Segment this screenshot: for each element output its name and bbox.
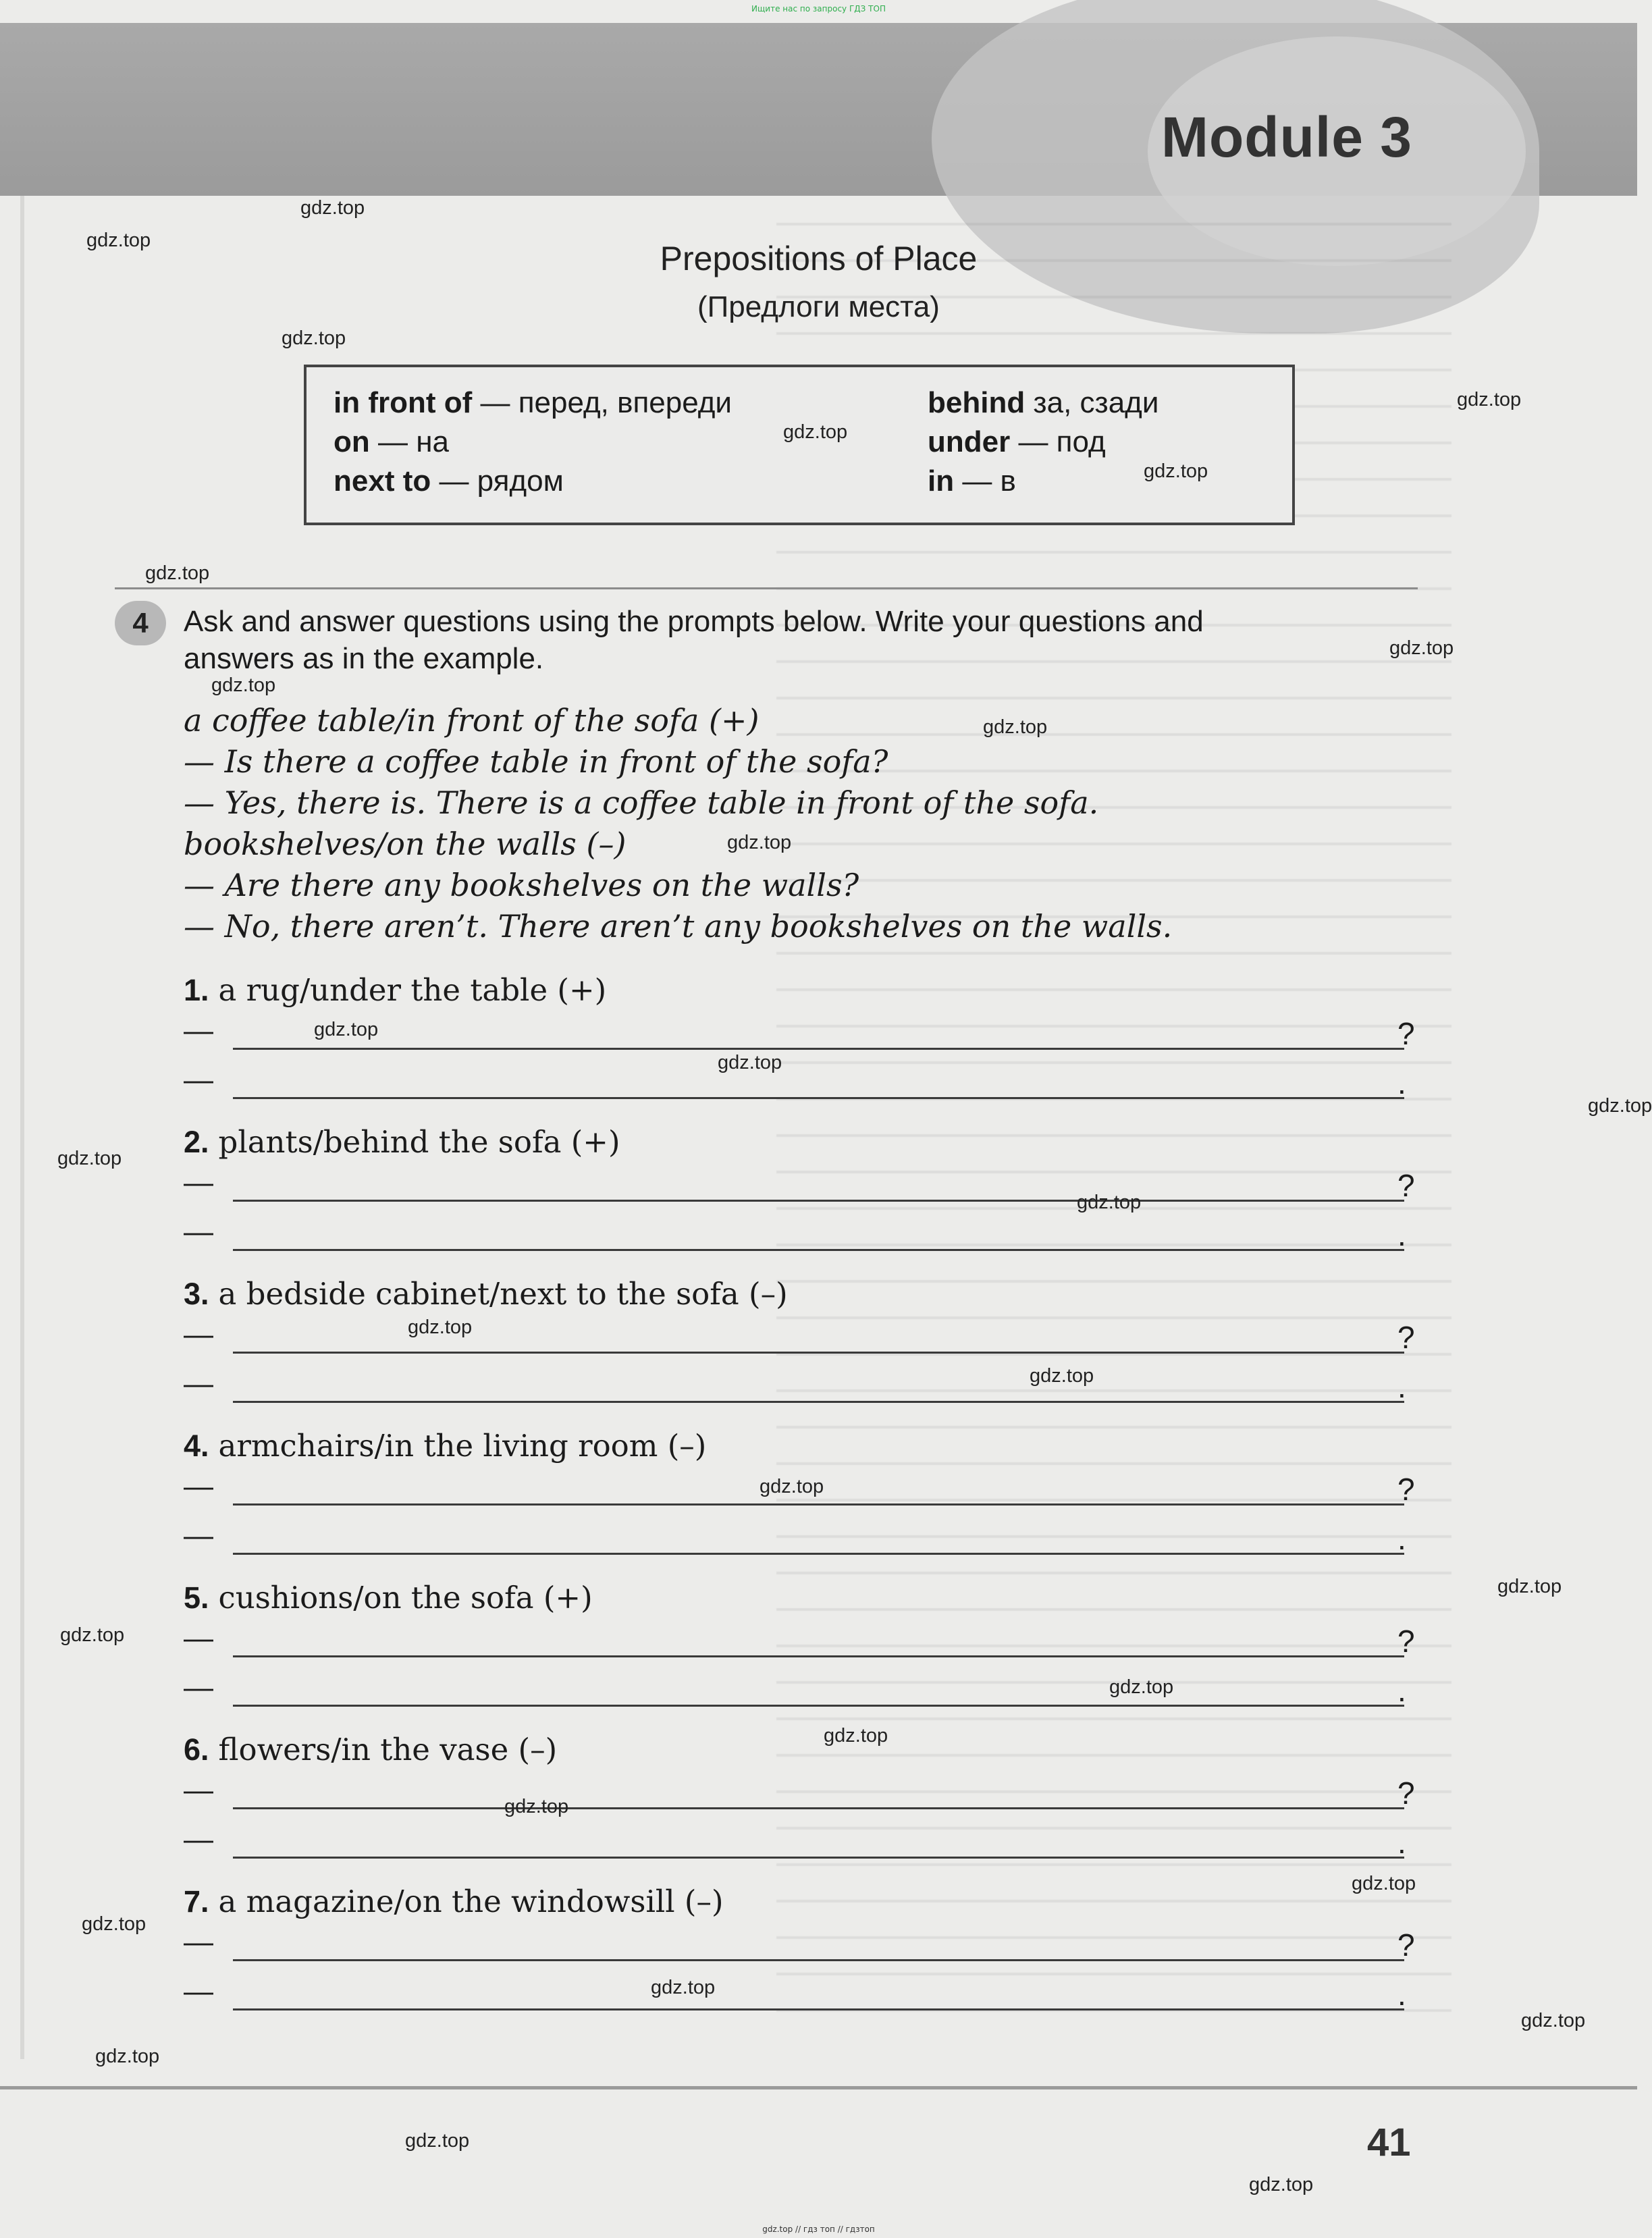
watermark: gdz.top [211,674,276,696]
watermark: gdz.top [82,1913,146,1935]
answer-dash: — [184,1215,213,1248]
watermark: gdz.top [718,1052,782,1073]
question-end-mark: ? [1397,1927,1415,1963]
item-text: a bedside cabinet/next to the sofa (–) [218,1276,788,1312]
answer-dash: — [184,1823,213,1856]
preposition-next-to: next to — рядом [334,464,564,498]
watermark: gdz.top [504,1796,569,1817]
exercise-instruction: answers as in the example. [184,642,544,675]
watermark: gdz.top [824,1725,888,1747]
watermark: gdz.top [983,716,1048,738]
page-edge [20,196,24,2059]
question-answer-line[interactable] [233,1807,1404,1809]
preposition-in: in — в [928,464,1016,498]
example-prompt: a coffee table/in front of the sofa (+) [184,702,760,739]
watermark: gdz.top [1389,637,1454,659]
watermark: gdz.top [1249,2174,1314,2195]
item-number: 2. [184,1125,209,1159]
item-text: armchairs/in the living room (–) [218,1428,707,1464]
preposition-behind: behind за, сзади [928,386,1159,419]
example-prompt: bookshelves/on the walls (–) [184,826,627,862]
answer-answer-line[interactable] [233,1097,1404,1099]
watermark: gdz.top [1352,1873,1416,1894]
answer-end-mark: . [1397,1521,1406,1556]
answer-answer-line[interactable] [233,1857,1404,1859]
answer-answer-line[interactable] [233,2008,1404,2010]
example-answer: — No, there aren’t. There aren’t any bookshelves on the walls. [184,908,1173,944]
watermark: gdz.top [1457,389,1522,410]
question-answer-line[interactable] [233,1200,1404,1202]
exercise-instruction: Ask and answer questions using the prompts below. Write your questions and [184,605,1204,638]
watermark: gdz.top [1497,1576,1562,1597]
watermark: gdz.top [651,1977,716,1998]
item-text: a magazine/on the windowsill (–) [218,1884,724,1919]
watermark: gdz.top [783,421,848,443]
answer-answer-line[interactable] [233,1705,1404,1707]
answer-dash: — [184,1975,213,2008]
preposition-on: on — на [334,425,449,458]
question-dash: — [184,1470,213,1503]
watermark: gdz.top [145,562,210,584]
watermark: gdz.top [60,1624,125,1646]
question-end-mark: ? [1397,1472,1415,1507]
watermark: gdz.top [760,1476,824,1497]
answer-answer-line[interactable] [233,1401,1404,1403]
top-note: Ищите нас по запросу ГДЗ ТОП [751,4,886,14]
item-prompt [184,1428,706,1464]
item-number: 4. [184,1429,209,1463]
question-answer-line[interactable] [233,1959,1404,1961]
item-text: plants/behind the sofa (+) [218,1124,620,1160]
question-answer-line[interactable] [233,1048,1404,1050]
module-title: Module 3 [1161,105,1413,169]
item-prompt [184,1884,724,1919]
question-dash: — [184,1318,213,1351]
answer-end-mark: . [1397,1065,1406,1100]
preposition-under: under — под [928,425,1106,458]
watermark: gdz.top [1588,1095,1652,1117]
prepositions-box [304,365,1295,525]
answer-end-mark: . [1397,1369,1406,1404]
item-number: 6. [184,1732,209,1767]
item-number: 1. [184,973,209,1007]
section-subtitle: (Предлоги места) [697,290,940,323]
answer-end-mark: . [1397,1977,1406,2012]
question-answer-line[interactable] [233,1503,1404,1506]
watermark: gdz.top [95,2046,160,2067]
question-answer-line[interactable] [233,1352,1404,1354]
watermark: gdz.top [86,230,151,251]
item-number: 3. [184,1277,209,1311]
question-end-mark: ? [1397,1776,1415,1811]
watermark: gdz.top [405,2130,470,2152]
answer-answer-line[interactable] [233,1249,1404,1251]
answer-answer-line[interactable] [233,1553,1404,1555]
item-prompt [184,1732,557,1767]
watermark: gdz.top [727,832,792,853]
watermark: gdz.top [282,327,346,349]
question-end-mark: ? [1397,1320,1415,1355]
footer-rule [0,2086,1637,2089]
item-text: a rug/under the table (+) [218,972,607,1008]
item-text: cushions/on the sofa (+) [218,1580,593,1616]
answer-dash: — [184,1063,213,1096]
example-question: — Is there a coffee table in front of the sofa? [184,743,888,780]
question-end-mark: ? [1397,1168,1415,1203]
exercise-number: 4 [115,601,166,645]
item-prompt [184,1580,593,1616]
item-prompt [184,1124,620,1160]
item-prompt [184,972,606,1008]
question-dash: — [184,1774,213,1807]
page-number: 41 [1367,2121,1411,2164]
answer-end-mark: . [1397,1673,1406,1708]
bottom-note: gdz.top // гдз топ // гдзтоп [762,2224,875,2234]
preposition-in-front-of: in front of — перед, впереди [334,386,732,419]
question-dash: — [184,1014,213,1047]
question-answer-line[interactable] [233,1655,1404,1657]
example-answer: — Yes, there is. There is a coffee table in front of the sofa. [184,784,1099,821]
watermark: gdz.top [57,1148,122,1169]
question-end-mark: ? [1397,1016,1415,1051]
answer-dash: — [184,1671,213,1704]
item-number: 7. [184,1884,209,1919]
answer-dash: — [184,1519,213,1552]
section-title: Prepositions of Place [660,240,978,277]
question-end-mark: ? [1397,1624,1415,1659]
item-text: flowers/in the vase (–) [218,1732,558,1767]
answer-dash: — [184,1367,213,1400]
question-dash: — [184,1925,213,1959]
answer-end-mark: . [1397,1217,1406,1252]
section-divider [115,587,1418,589]
watermark: gdz.top [1030,1365,1094,1387]
watermark: gdz.top [1109,1676,1174,1698]
example-question: — Are there any bookshelves on the walls? [184,867,859,903]
watermark: gdz.top [408,1316,473,1338]
watermark: gdz.top [314,1019,379,1040]
watermark: gdz.top [300,197,365,219]
watermark: gdz.top [1521,2010,1586,2031]
item-prompt [184,1276,788,1312]
item-number: 5. [184,1580,209,1615]
watermark: gdz.top [1144,460,1208,482]
answer-end-mark: . [1397,1825,1406,1860]
question-dash: — [184,1166,213,1199]
question-dash: — [184,1622,213,1655]
watermark: gdz.top [1077,1192,1142,1213]
